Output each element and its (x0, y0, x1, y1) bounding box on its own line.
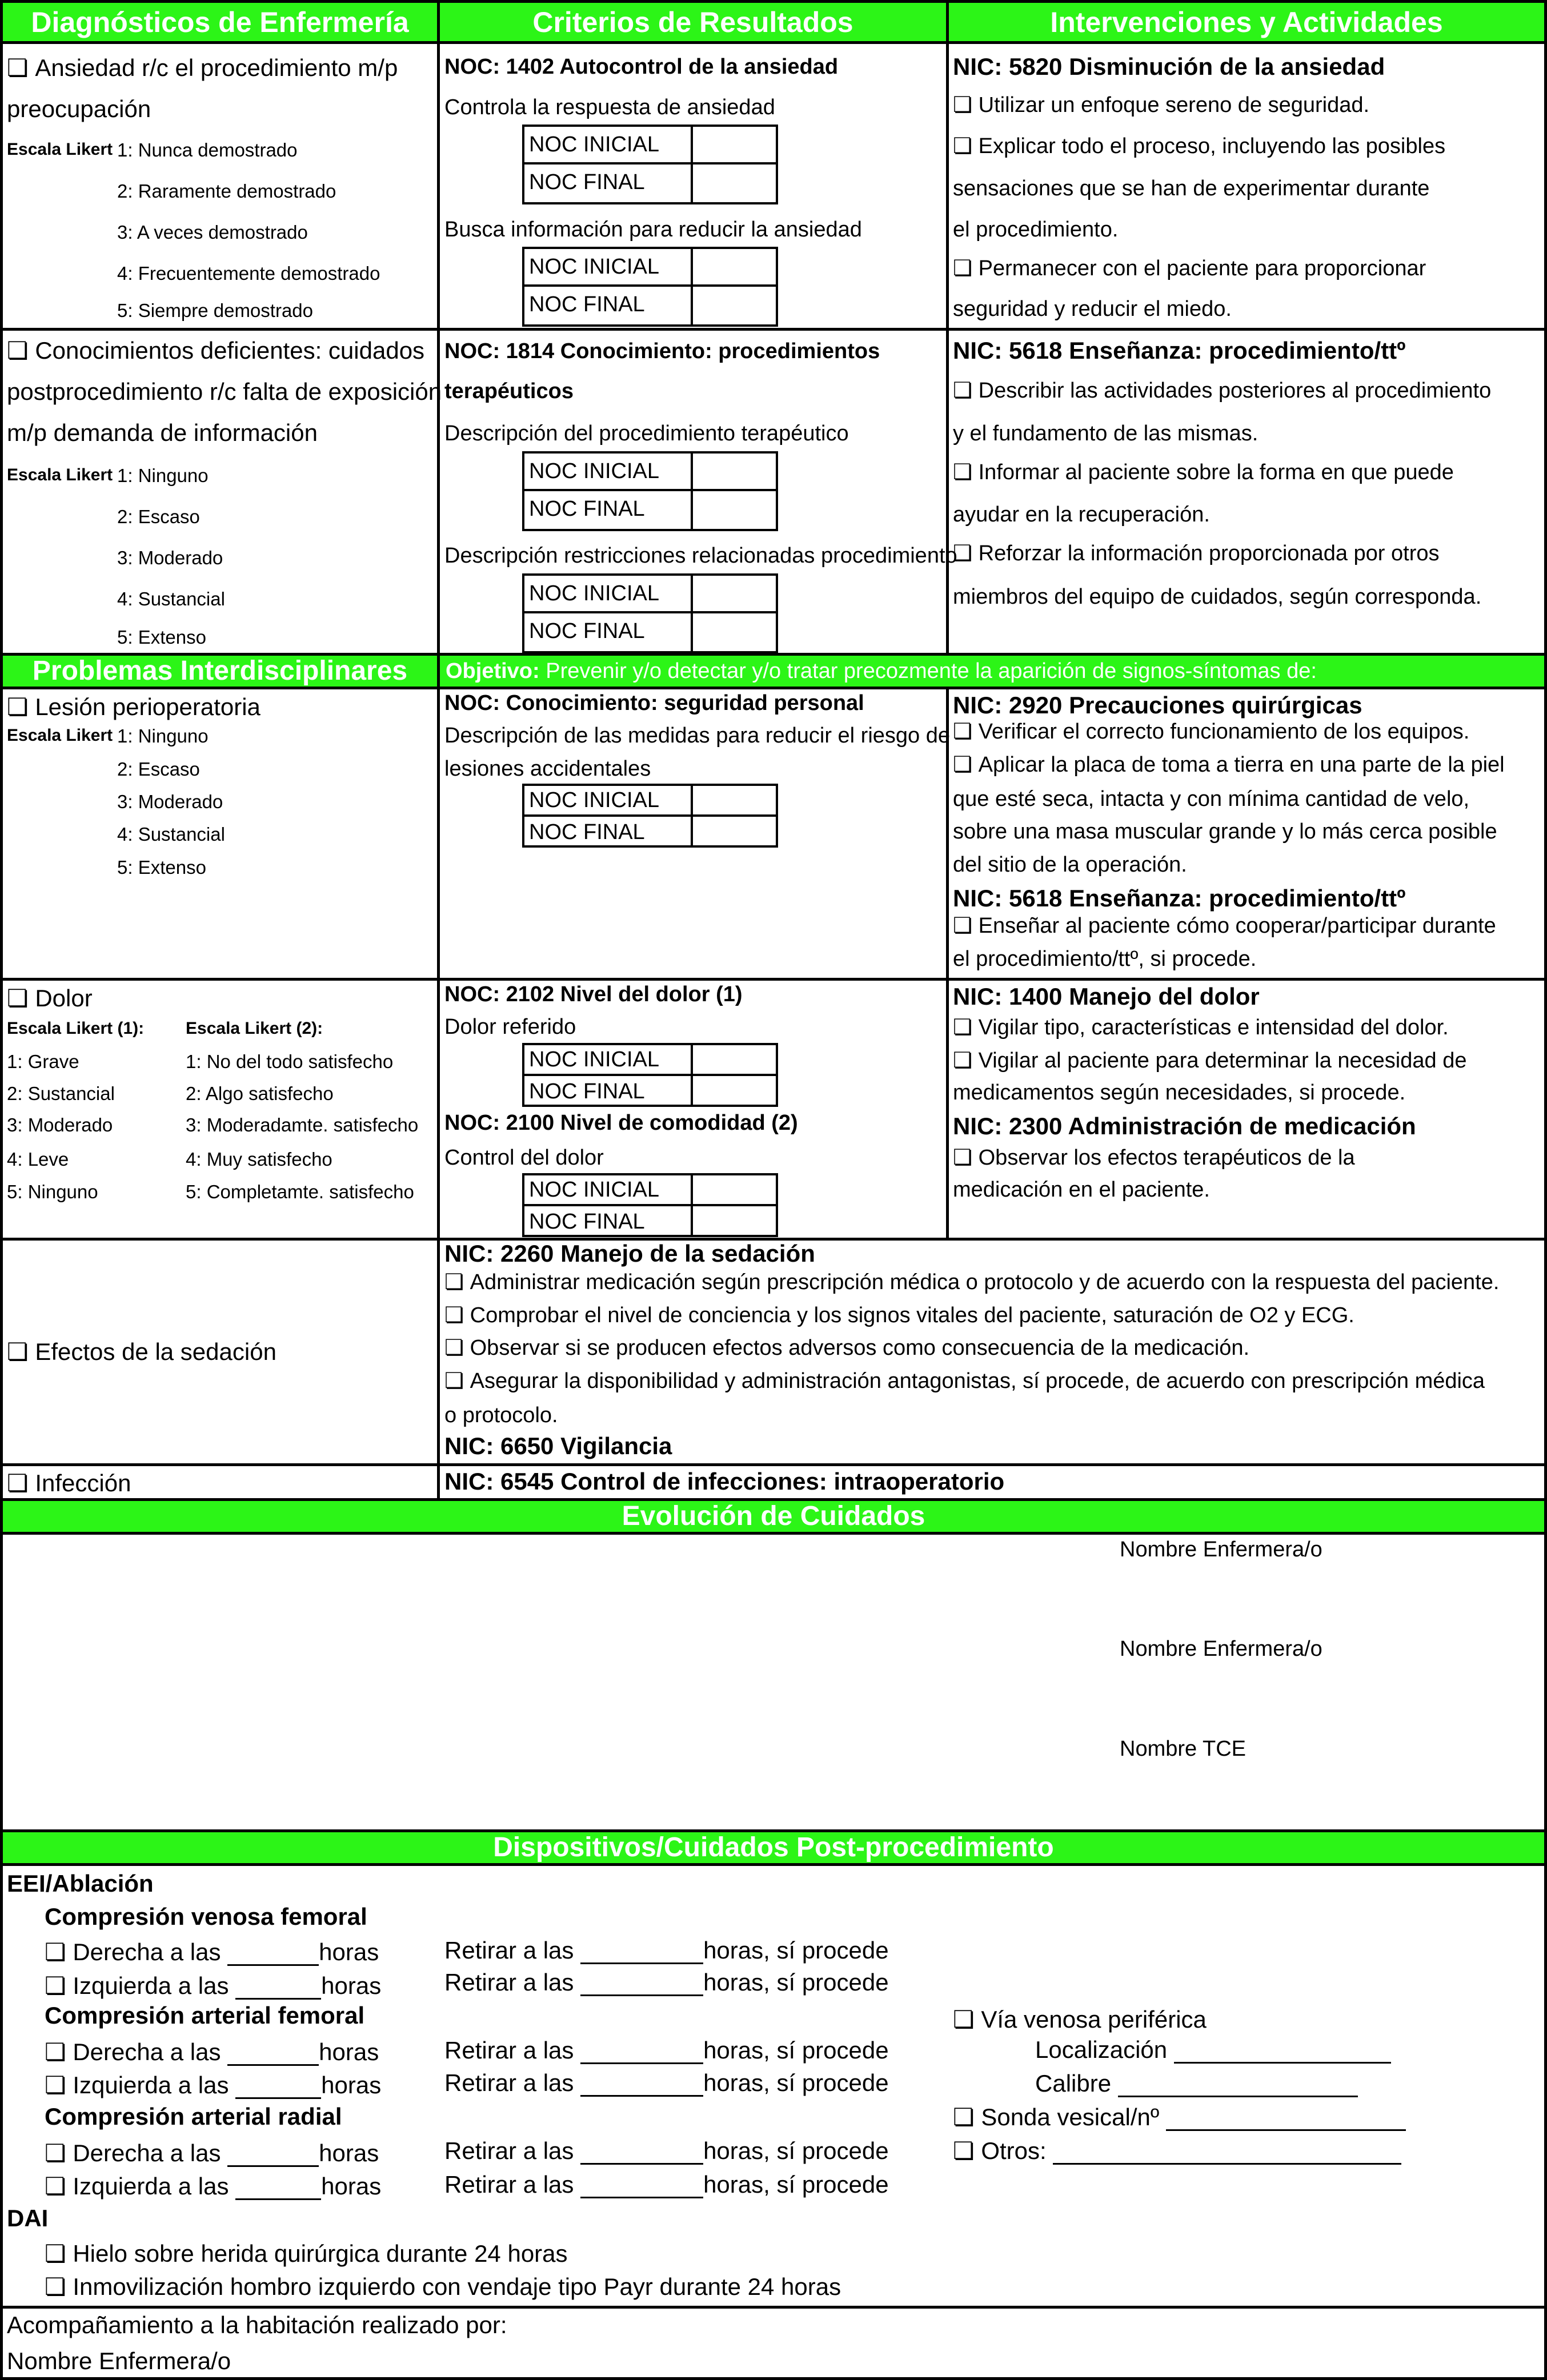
dolor-scale2-3: 3: Moderadamte. satisfecho (186, 1114, 419, 1135)
header-diagnosticos: Diagnósticos de Enfermería (0, 0, 440, 44)
conocimientos-noc-title-2: terapéuticos (444, 379, 574, 403)
arterial-radial-izquierda-retirar[interactable] (444, 2171, 889, 2198)
otros-field[interactable] (953, 2137, 1401, 2165)
conocimientos-scale-4: 4: Sustancial (117, 588, 225, 609)
header-intervenciones: Intervenciones y Actividades (946, 0, 1547, 44)
dolor-nic-activity-2b: medicamentos según necesidades, si procede. (953, 1081, 1406, 1105)
header-dispositivos: Dispositivos/Cuidados Post-procedimiento (0, 1829, 1547, 1866)
dolor-nic-activity-2[interactable]: ❏ Vigilar al paciente para determinar la necesidad de (953, 1049, 1466, 1074)
sedacion-nic-title-1: NIC: 2260 Manejo de la sedación (444, 1240, 815, 1267)
conocimientos-nic-activity-1b: y el fundamento de las mismas. (953, 422, 1259, 446)
ansiedad-noc-indicator-2: Busca información para reducir la ansiedad (444, 218, 862, 242)
conocimientos-scale-5: 5: Extenso (117, 627, 206, 648)
horas-label: horas (321, 2072, 382, 2098)
sedacion-activity-2[interactable]: ❏ Comprobar el nivel de conciencia y los signos vitales del paciente, saturación de O2 y ECG. (444, 1303, 1354, 1329)
ansiedad-scale-2: 2: Raramente demostrado (117, 180, 336, 202)
conocimientos-noc-indicator-1: Descripción del procedimiento terapéutico (444, 422, 849, 446)
retirar-label: Retirar a las (444, 2171, 574, 2198)
dolor-nic-activity-1[interactable]: ❏ Vigilar tipo, características e intensidad del dolor. (953, 1016, 1449, 1041)
conocimientos-diagnosis-line1[interactable]: ❏ Conocimientos deficientes: cuidados (7, 337, 424, 364)
lesion-likert-label: Escala Likert (7, 726, 113, 745)
dolor-noc-title-2: NOC: 2100 Nivel de comodidad (2) (444, 1111, 798, 1135)
dolor-noc-title-1: NOC: 2102 Nivel del dolor (1) (444, 982, 743, 1006)
retirar-label: Retirar a las (444, 2037, 574, 2064)
horas-si-label: horas, sí procede (703, 2171, 889, 2198)
lesion-noc-table (522, 784, 778, 848)
arterial-rad-izquierda-label: ❏ Izquierda a las (45, 2173, 229, 2200)
retirar-label: Retirar a las (444, 1937, 574, 1964)
evolucion-name-tce: Nombre TCE (1120, 1737, 1247, 1761)
localizacion-field[interactable] (1035, 2036, 1391, 2064)
dolor-scale2-1: 1: No del todo satisfecho (186, 1051, 394, 1072)
conocimientos-nic-activity-3[interactable]: ❏ Reforzar la información proporcionada por otros (953, 541, 1439, 567)
horas-label: horas (321, 2173, 382, 2200)
evolucion-notes-area[interactable] (0, 1532, 1547, 1832)
dolor-nic-title-2: NIC: 2300 Administración de medicación (953, 1113, 1416, 1139)
venosa-femoral-derecha-retirar[interactable] (444, 1937, 889, 1964)
venosa-femoral-izquierda[interactable] (45, 1972, 381, 2000)
noc-final-label: NOC FINAL (524, 287, 693, 324)
retirar-label: Retirar a las (444, 2069, 574, 2096)
evolucion-name-1: Nombre Enfermera/o (1120, 1538, 1322, 1562)
venosa-izquierda-label: ❏ Izquierda a las (45, 1972, 229, 1999)
dolor-scale2-4: 4: Muy satisfecho (186, 1149, 332, 1170)
conocimientos-noc-indicator-2: Descripción restricciones relacionadas procedimiento (444, 544, 957, 568)
conocimientos-nic-activity-1[interactable]: ❏ Describir las actividades posteriores al procedimiento (953, 379, 1491, 404)
horas-label: horas (319, 1938, 379, 1965)
header-problemas: Problemas Interdisciplinares (0, 653, 440, 689)
objetivo-label: Objetivo: (446, 659, 540, 683)
ansiedad-noc-indicator-1: Controla la respuesta de ansiedad (444, 95, 775, 119)
ansiedad-noc-table-2 (522, 247, 778, 327)
conocimientos-nic-title: NIC: 5618 Enseñanza: procedimiento/ttº (953, 337, 1406, 364)
lesion-nic-activity-2[interactable]: ❏ Aplicar la placa de toma a tierra en una parte de la piel (953, 753, 1505, 778)
ansiedad-scale-1: 1: Nunca demostrado (117, 139, 298, 160)
arterial-rad-derecha-label: ❏ Derecha a las (45, 2140, 221, 2166)
venosa-femoral-izquierda-retirar[interactable] (444, 1969, 889, 1996)
noc-final-label: NOC FINAL (524, 1076, 693, 1107)
dolor-noc-table-1 (522, 1043, 778, 1107)
evolucion-name-2: Nombre Enfermera/o (1120, 1637, 1322, 1661)
ansiedad-nic-title: NIC: 5820 Disminución de la ansiedad (953, 53, 1385, 80)
conocimientos-likert-label: Escala Likert (7, 465, 113, 484)
noc-inicial-label: NOC INICIAL (524, 249, 693, 284)
ansiedad-scale-3: 3: A veces demostrado (117, 222, 308, 243)
sedacion-diagnosis[interactable]: ❏ Efectos de la sedación (7, 1338, 276, 1366)
sedacion-activity-4[interactable]: ❏ Asegurar la disponibilidad y administración antagonistas, sí procede, de acuerdo con prescripción médica (444, 1369, 1485, 1394)
lesion-diagnosis[interactable]: ❏ Lesión perioperatoria (7, 693, 260, 721)
arterial-fem-derecha-label: ❏ Derecha a las (45, 2038, 221, 2065)
dolor-scale1-3: 3: Moderado (7, 1114, 113, 1135)
conocimientos-diagnosis-line3: m/p demanda de información (7, 419, 318, 446)
dai-inmovilizacion[interactable]: ❏ Inmovilización hombro izquierdo con vendaje tipo Payr durante 24 horas (45, 2273, 841, 2301)
lesion-nic-title-1: NIC: 2920 Precauciones quirúrgicas (953, 692, 1362, 719)
venosa-femoral-derecha[interactable] (45, 1938, 379, 1966)
acompanamiento-nombre: Nombre Enfermera/o (7, 2347, 231, 2374)
arterial-femoral-derecha-retirar[interactable] (444, 2037, 889, 2064)
arterial-radial-derecha[interactable] (45, 2140, 379, 2167)
conocimientos-noc-title-1: NOC: 1814 Conocimiento: procedimientos (444, 339, 880, 363)
lesion-nic-activity-2b: que esté seca, intacta y con mínima cantidad de velo, (953, 787, 1470, 811)
ansiedad-noc-title: NOC: 1402 Autocontrol de la ansiedad (444, 55, 839, 79)
dolor-noc-table-2 (522, 1173, 778, 1237)
conocimientos-scale-2: 2: Escaso (117, 506, 200, 527)
dolor-noc-indicator-1: Dolor referido (444, 1015, 576, 1039)
infeccion-nic-title: NIC: 6545 Control de infecciones: intraoperatorio (444, 1468, 1005, 1495)
venosa-derecha-label: ❏ Derecha a las (45, 1938, 221, 1965)
noc-final-label: NOC FINAL (524, 164, 693, 202)
horas-label: horas (319, 2038, 379, 2065)
retirar-label: Retirar a las (444, 2137, 574, 2164)
sedacion-activity-3[interactable]: ❏ Observar si se producen efectos adversos como consecuencia de la medicación. (444, 1336, 1249, 1361)
dolor-scale2-2: 2: Algo satisfecho (186, 1083, 334, 1104)
noc-final-label: NOC FINAL (524, 817, 693, 848)
horas-si-label: horas, sí procede (703, 2037, 889, 2064)
horas-si-label: horas, sí procede (703, 2137, 889, 2164)
sedacion-activity-1[interactable]: ❏ Administrar medicación según prescripción médica o protocolo y de acuerdo con la respuesta del paciente. (444, 1270, 1499, 1295)
arterial-femoral-heading: Compresión arterial femoral (45, 2002, 365, 2029)
otros-label: ❏ Otros: (953, 2137, 1047, 2164)
lesion-nic-activity-3b: el procedimiento/ttº, si procede. (953, 947, 1257, 971)
ansiedad-noc-table-1 (522, 125, 778, 204)
horas-si-label: horas, sí procede (703, 1969, 889, 1996)
venosa-femoral-heading: Compresión venosa femoral (45, 1903, 367, 1930)
ansiedad-nic-activity-3[interactable]: ❏ Permanecer con el paciente para proporcionar (953, 256, 1426, 282)
ansiedad-nic-activity-2[interactable]: ❏ Explicar todo el proceso, incluyendo las posibles (953, 134, 1445, 159)
lesion-scale-1: 1: Ninguno (117, 725, 209, 746)
lesion-nic-title-2: NIC: 5618 Enseñanza: procedimiento/ttº (953, 885, 1406, 912)
localizacion-label: Localización (1035, 2036, 1168, 2063)
dolor-scale1-2: 2: Sustancial (7, 1083, 115, 1104)
noc-final-label: NOC FINAL (524, 491, 693, 529)
header-evolucion: Evolución de Cuidados (0, 1498, 1547, 1535)
sonda-field[interactable] (953, 2104, 1406, 2131)
lesion-scale-5: 5: Extenso (117, 857, 206, 878)
arterial-femoral-izquierda-retirar[interactable] (444, 2069, 889, 2097)
objetivo-text: Prevenir y/o detectar y/o tratar precozmente la aparición de signos-síntomas de: (546, 659, 1317, 683)
ansiedad-nic-activity-1[interactable]: ❏ Utilizar un enfoque sereno de seguridad. (953, 93, 1369, 118)
objetivo-bar (437, 653, 1547, 689)
noc-final-label: NOC FINAL (524, 1206, 693, 1237)
ansiedad-nic-activity-2b: sensaciones que se han de experimentar durante (953, 176, 1430, 200)
sedacion-nic-title-2: NIC: 6650 Vigilancia (444, 1432, 672, 1459)
calibre-field[interactable] (1035, 2070, 1358, 2097)
infeccion-diagnosis[interactable]: ❏ Infección (7, 1470, 131, 1497)
lesion-scale-4: 4: Sustancial (117, 824, 225, 845)
ansiedad-scale-5: 5: Siempre demostrado (117, 300, 314, 321)
dolor-scale1-5: 5: Ninguno (7, 1181, 98, 1202)
lesion-scale-3: 3: Moderado (117, 791, 223, 812)
conocimientos-noc-table-1 (522, 451, 778, 531)
arterial-radial-heading: Compresión arterial radial (45, 2103, 342, 2130)
noc-inicial-label: NOC INICIAL (524, 786, 693, 814)
eei-heading: EEI/Ablación (7, 1870, 154, 1897)
conocimientos-noc-table-2 (522, 573, 778, 653)
conocimientos-scale-3: 3: Moderado (117, 547, 223, 568)
ansiedad-likert-label: Escala Likert (7, 140, 113, 159)
horas-si-label: horas, sí procede (703, 1937, 889, 1964)
horas-si-label: horas, sí procede (703, 2069, 889, 2096)
dai-hielo[interactable]: ❏ Hielo sobre herida quirúrgica durante 24 horas (45, 2240, 568, 2267)
lesion-nic-activity-2d: del sitio de la operación. (953, 853, 1187, 877)
via-venosa-checkbox[interactable]: ❏ Vía venosa periférica (953, 2006, 1207, 2033)
dolor-scale2-5: 5: Completamte. satisfecho (186, 1181, 414, 1202)
dolor-likert-label-2: Escala Likert (2): (186, 1019, 323, 1038)
arterial-radial-derecha-retirar[interactable] (444, 2137, 889, 2165)
conocimientos-scale-1: 1: Ninguno (117, 465, 209, 486)
arterial-femoral-izquierda[interactable] (45, 2072, 381, 2099)
noc-inicial-label: NOC INICIAL (524, 453, 693, 489)
arterial-femoral-derecha[interactable] (45, 2038, 379, 2066)
sonda-label: ❏ Sonda vesical/nº (953, 2104, 1159, 2130)
sedacion-activity-4b: o protocolo. (444, 1403, 558, 1427)
calibre-label: Calibre (1035, 2070, 1112, 2097)
ansiedad-scale-4: 4: Frecuentemente demostrado (117, 263, 380, 284)
lesion-scale-2: 2: Escaso (117, 758, 200, 780)
lesion-noc-title: NOC: Conocimiento: seguridad personal (444, 691, 864, 715)
ansiedad-diagnosis-line1[interactable]: ❏ Ansiedad r/c el procedimiento m/p (7, 54, 398, 82)
conocimientos-nic-activity-2b: ayudar en la recuperación. (953, 503, 1210, 527)
horas-label: horas (319, 2140, 379, 2166)
conocimientos-nic-activity-3b: miembros del equipo de cuidados, según corresponda. (953, 585, 1482, 609)
acompanamiento-label: Acompañamiento a la habitación realizado por: (7, 2311, 507, 2338)
dai-heading: DAI (7, 2205, 49, 2231)
horas-label: horas (321, 1972, 382, 1999)
header-criterios: Criterios de Resultados (437, 0, 949, 44)
dolor-scale1-4: 4: Leve (7, 1149, 69, 1170)
ansiedad-nic-activity-3b: seguridad y reducir el miedo. (953, 297, 1232, 321)
dolor-scale1-1: 1: Grave (7, 1051, 79, 1072)
conocimientos-diagnosis-line2: postprocedimiento r/c falta de exposición (7, 378, 442, 405)
arterial-radial-izquierda[interactable] (45, 2173, 381, 2200)
arterial-fem-izquierda-label: ❏ Izquierda a las (45, 2072, 229, 2098)
noc-inicial-label: NOC INICIAL (524, 576, 693, 611)
dolor-diagnosis[interactable]: ❏ Dolor (7, 985, 93, 1012)
ansiedad-diagnosis-line2: preocupación (7, 95, 151, 122)
noc-inicial-label: NOC INICIAL (524, 1045, 693, 1074)
lesion-nic-activity-1[interactable]: ❏ Verificar el correcto funcionamiento de los equipos. (953, 720, 1469, 745)
ansiedad-nic-activity-2c: el procedimiento. (953, 218, 1119, 242)
dolor-nic-title-1: NIC: 1400 Manejo del dolor (953, 983, 1260, 1010)
lesion-noc-indicator-2: lesiones accidentales (444, 757, 651, 781)
lesion-nic-activity-3[interactable]: ❏ Enseñar al paciente cómo cooperar/participar durante (953, 914, 1496, 939)
retirar-label: Retirar a las (444, 1969, 574, 1996)
dolor-nic-activity-3b: medicación en el paciente. (953, 1178, 1210, 1202)
lesion-noc-indicator-1: Descripción de las medidas para reducir el riesgo de (444, 724, 951, 748)
noc-final-label: NOC FINAL (524, 613, 693, 651)
noc-inicial-label: NOC INICIAL (524, 1175, 693, 1204)
dolor-noc-indicator-2: Control del dolor (444, 1146, 604, 1170)
lesion-nic-activity-2c: sobre una masa muscular grande y lo más cerca posible (953, 820, 1497, 844)
dolor-nic-activity-3[interactable]: ❏ Observar los efectos terapéuticos de la (953, 1146, 1355, 1171)
dolor-likert-label-1: Escala Likert (1): (7, 1019, 145, 1038)
noc-inicial-label: NOC INICIAL (524, 127, 693, 162)
conocimientos-nic-activity-2[interactable]: ❏ Informar al paciente sobre la forma en que puede (953, 460, 1454, 485)
